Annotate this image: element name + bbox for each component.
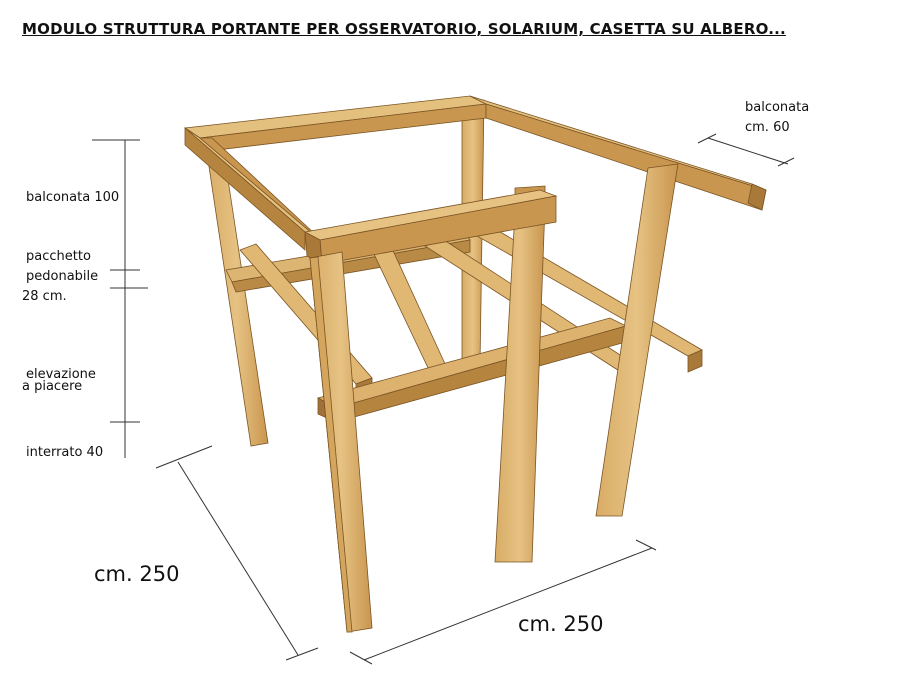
label-balconata-100: balconata 100 bbox=[26, 190, 120, 205]
label-balconata-right: balconata bbox=[745, 100, 810, 115]
label-28cm: 28 cm. bbox=[22, 289, 67, 304]
label-interrato: interrato 40 bbox=[26, 445, 104, 460]
page-title: MODULO STRUTTURA PORTANTE PER OSSERVATORIO, SOLARIUM, CASETTA SU ALBERO... bbox=[22, 20, 786, 38]
label-balconata-right-size: cm. 60 bbox=[745, 120, 790, 135]
dimension-left: cm. 250 bbox=[94, 562, 180, 586]
label-pedonabile: pedonabile bbox=[26, 269, 99, 284]
dimension-right: cm. 250 bbox=[518, 612, 604, 636]
top-beam-right bbox=[470, 96, 766, 210]
label-a-piacere: a piacere bbox=[22, 379, 83, 394]
top-beam-back bbox=[185, 96, 486, 152]
height-scale bbox=[92, 140, 148, 458]
label-elevazione: elevazione bbox=[26, 367, 96, 382]
label-pacchetto: pacchetto bbox=[26, 249, 91, 264]
post-front-left bbox=[310, 252, 372, 632]
